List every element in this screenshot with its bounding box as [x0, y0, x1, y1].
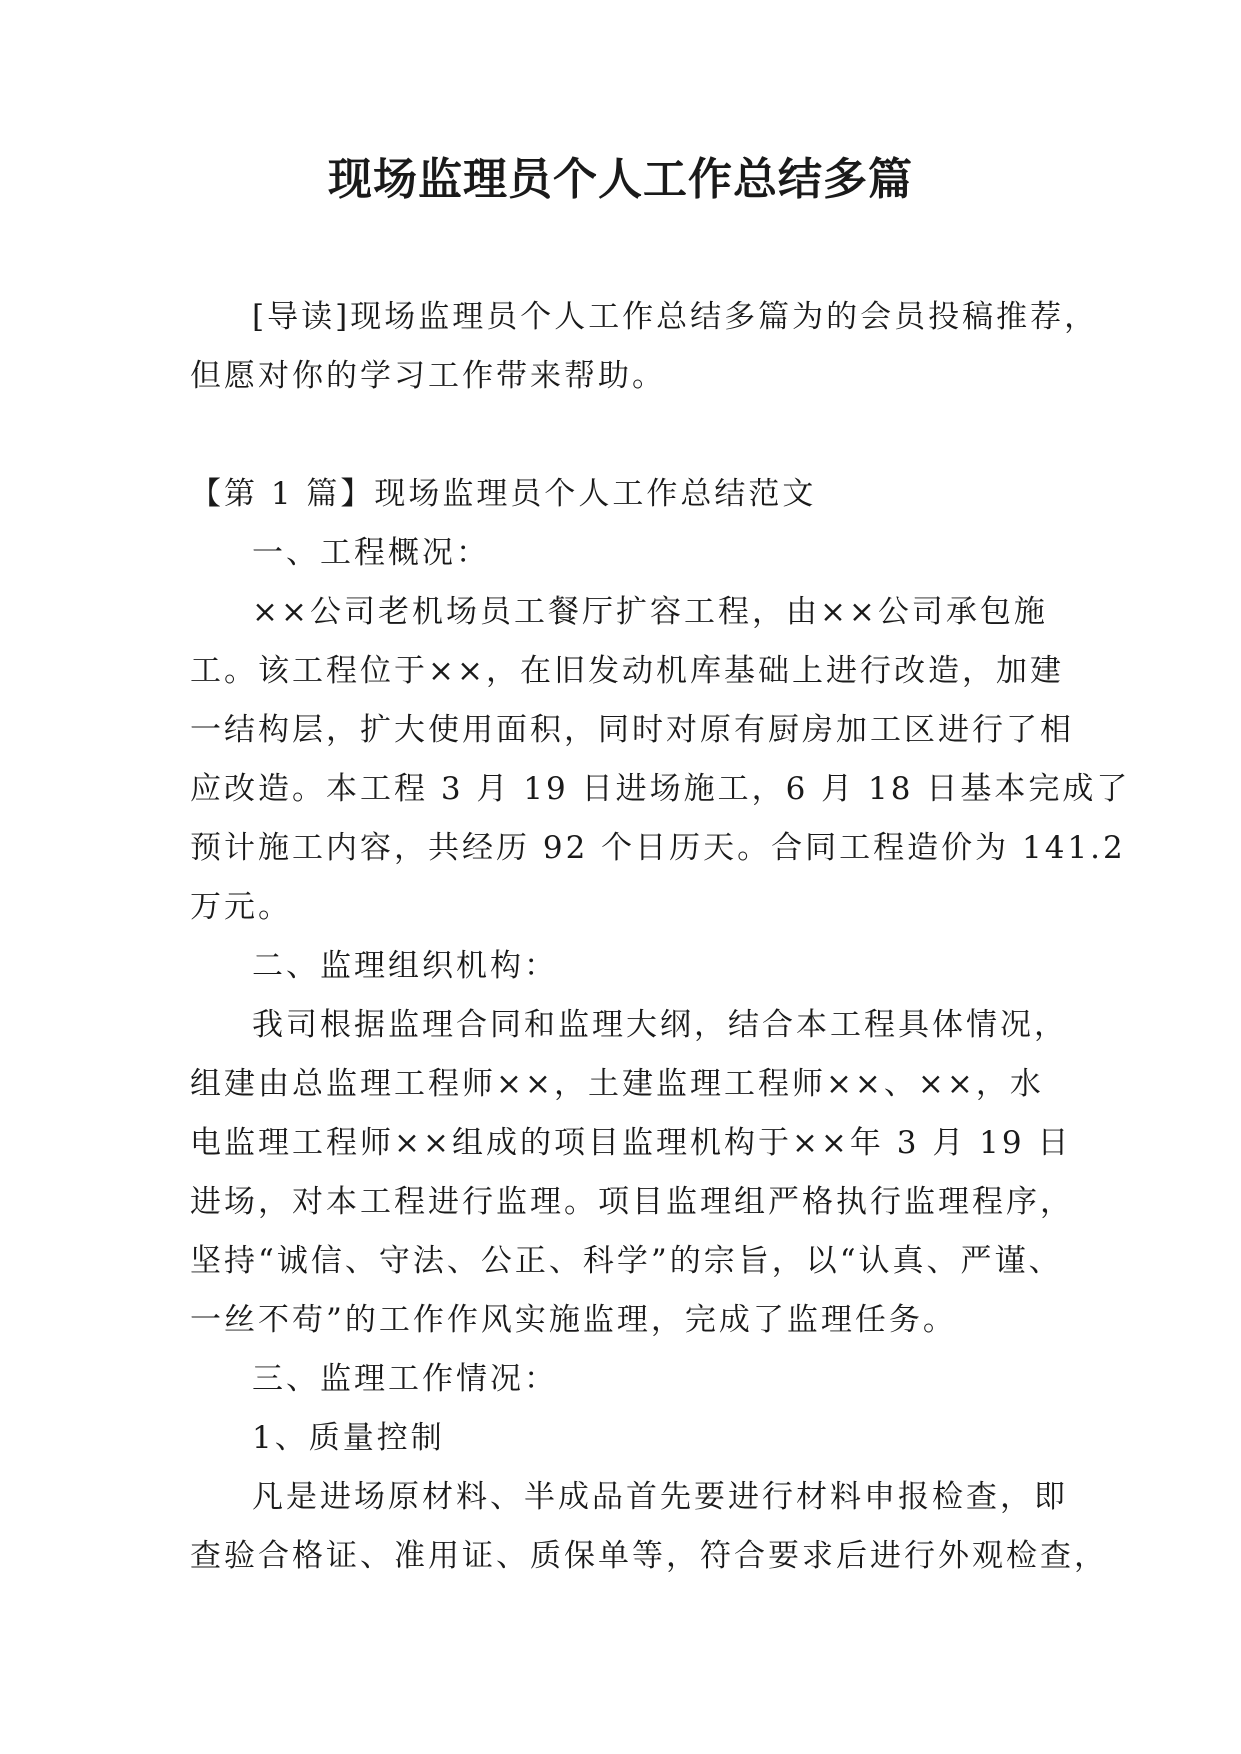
paragraph-quality — [190, 1468, 1108, 1586]
paragraph-line: 组建由总监理工程师××，土建监理工程师××、××，水 — [190, 1066, 1044, 1102]
lead-line: 但愿对你的学习工作带来帮助。 — [190, 358, 666, 394]
section-heading-overview: 一、工程概况： — [252, 535, 490, 571]
paragraph-line: 一结构层，扩大使用面积，同时对原有厨房加工区进行了相 — [190, 712, 1074, 748]
spacer — [190, 406, 1070, 465]
paragraph-line: 应改造。本工程 3 月 19 日进场施工，6 月 18 日基本完成了 — [190, 771, 1131, 807]
paragraph-organization — [190, 996, 1074, 1350]
subsection-heading-quality: 1、质量控制 — [252, 1420, 445, 1456]
paragraph-line: 工。该工程位于××，在旧发动机库基础上进行改造，加建 — [190, 653, 1064, 689]
lead-paragraph — [190, 288, 1099, 406]
paragraph-line: 万元。 — [190, 889, 292, 925]
paragraph-line: 预计施工内容，共经历 92 个日历天。合同工程造价为 141.2 — [190, 830, 1126, 866]
paragraph-line: 坚持“诚信、守法、公正、科学”的宗旨，以“认真、严谨、 — [190, 1243, 1063, 1279]
paragraph-line: 进场，对本工程进行监理。项目监理组严格执行监理程序， — [190, 1184, 1074, 1220]
section-heading-work: 三、监理工作情况： — [252, 1361, 558, 1397]
section-heading-organization: 二、监理组织机构： — [252, 948, 558, 984]
paragraph-line: 我司根据监理合同和监理大纲，结合本工程具体情况， — [252, 1007, 1068, 1043]
paragraph-line: ××公司老机场员工餐厅扩容工程，由××公司承包施 — [252, 594, 1048, 630]
document-body — [190, 288, 1131, 1586]
article-heading: 【第 1 篇】现场监理员个人工作总结范文 — [190, 476, 817, 512]
document-title: 现场监理员个人工作总结多篇 — [328, 154, 913, 205]
paragraph-line: 电监理工程师××组成的项目监理机构于××年 3 月 19 日 — [190, 1125, 1072, 1161]
paragraph-overview — [190, 583, 1131, 937]
paragraph-line: 一丝不苟”的工作作风实施监理，完成了监理任务。 — [190, 1302, 957, 1338]
lead-line: [导读]现场监理员个人工作总结多篇为的会员投稿推荐， — [252, 299, 1099, 335]
paragraph-line: 凡是进场原材料、半成品首先要进行材料申报检查，即 — [252, 1479, 1068, 1515]
paragraph-line: 查验合格证、准用证、质保单等，符合要求后进行外观检查， — [190, 1538, 1108, 1574]
